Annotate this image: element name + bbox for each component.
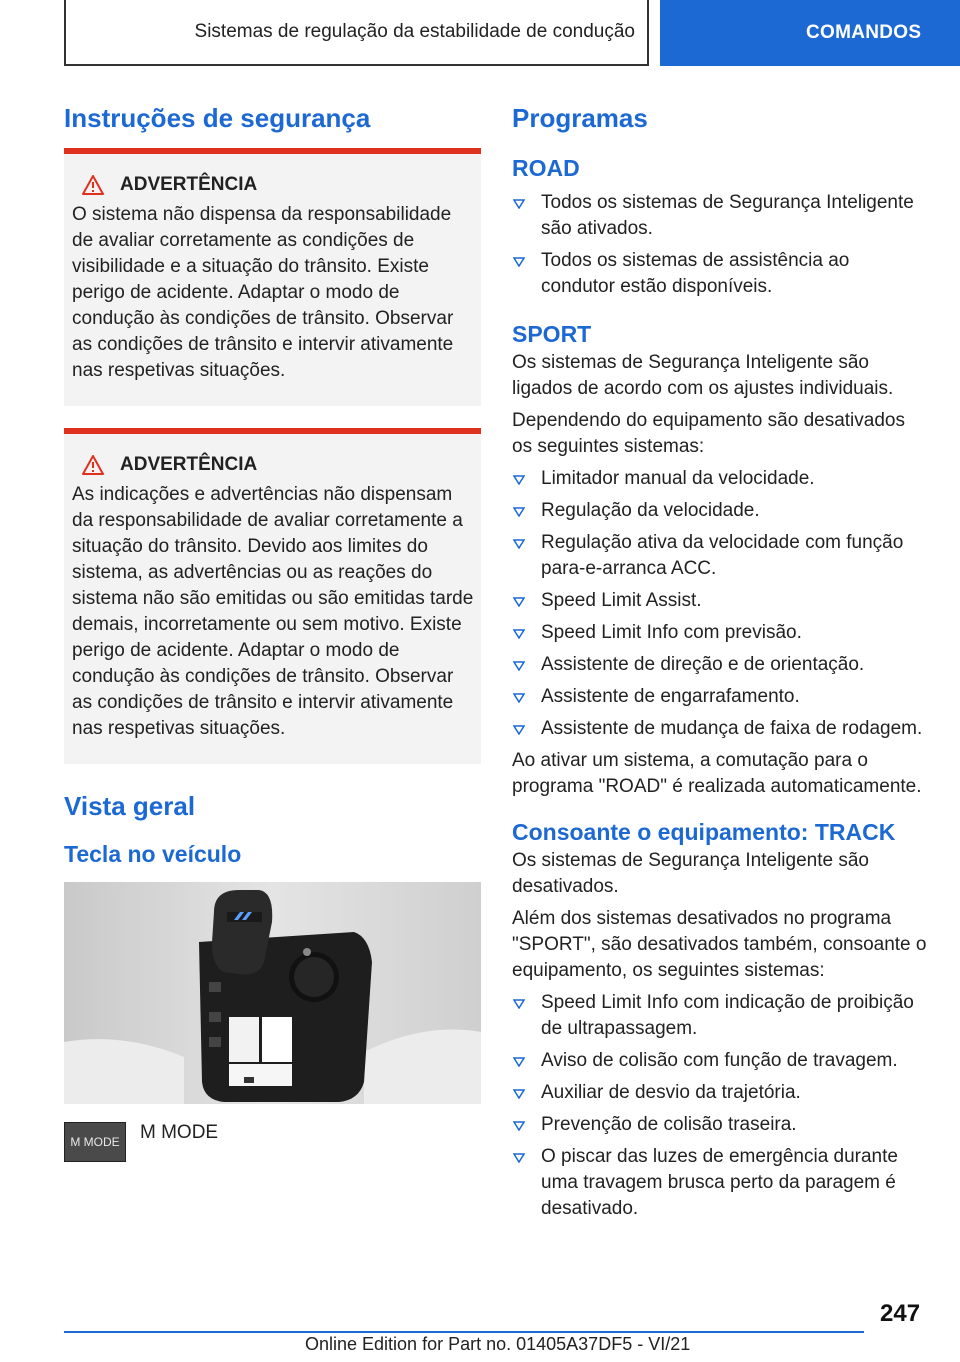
list-item-text: Speed Limit Info com previsão.	[541, 622, 802, 643]
sport-list	[512, 466, 927, 742]
left-column	[64, 98, 481, 1162]
list-item	[512, 1080, 927, 1106]
warning-title-2	[82, 452, 475, 478]
page-number: 247	[880, 1300, 921, 1327]
bullet-triangle-icon	[513, 693, 525, 703]
list-item-text: Aviso de colisão com função de travagem.	[541, 1050, 898, 1071]
list-item	[512, 716, 927, 742]
list-item-text: Regulação ativa da velocidade com função para-e-arranca ACC.	[541, 532, 904, 579]
bullet-triangle-icon	[513, 199, 525, 209]
bullet-triangle-icon	[513, 1121, 525, 1131]
warning-title-1	[82, 172, 475, 198]
warning-title-text-2: ADVERTÊNCIA	[120, 454, 258, 475]
header-category-text: COMANDOS	[806, 22, 922, 43]
track-paragraph-1: Os sistemas de Segurança Inteligente são desativados.	[512, 850, 869, 897]
footer-edition: Online Edition for Part no. 01405A37DF5 - VI/21	[305, 1334, 691, 1354]
list-item	[512, 530, 927, 582]
list-item-text: O piscar das luzes de emergência durante uma travagem brusca perto da paragem é desativado.	[541, 1146, 898, 1219]
list-item-text: Assistente de direção e de orientação.	[541, 654, 865, 675]
list-item-text: Assistente de mudança de faixa de rodagem.	[541, 718, 923, 739]
bullet-triangle-icon	[513, 661, 525, 671]
list-item-text: Auxiliar de desvio da trajetória.	[541, 1082, 801, 1103]
bullet-triangle-icon	[513, 597, 525, 607]
list-item-text: Todos os sistemas de assistência ao condutor estão disponíveis.	[541, 250, 850, 297]
list-item	[512, 498, 927, 524]
footer-divider	[64, 1331, 864, 1333]
road-list	[512, 190, 927, 300]
programs-heading: Programas	[512, 103, 648, 133]
bullet-triangle-icon	[513, 999, 525, 1009]
overview-heading: Vista geral	[64, 791, 196, 821]
warning-text-2: As indicações e advertências não dispensam da responsabilidade de avaliar corretamente a situação do trânsito. Devido aos limites do sistema, as advertências ou as reações do sistema não são emitidas ou são emitidas tarde demais, incorretamente ou sem motivo. Existe perigo de acidente. Adaptar o modo de condução às condições de trânsito. Observar as condições de trânsito e intervir ativamente nas respetivas situações.	[72, 484, 474, 739]
bullet-triangle-icon	[513, 539, 525, 549]
list-item	[512, 1144, 927, 1222]
track-list	[512, 990, 927, 1222]
list-item-text: Speed Limit Assist.	[541, 590, 702, 611]
sport-paragraph-1: Os sistemas de Segurança Inteligente são ligados de acordo com os ajustes individuais.	[512, 352, 894, 399]
list-item-text: Limitador manual da velocidade.	[541, 468, 815, 489]
track-paragraph-2: Além dos sistemas desativados no programa "SPORT", são desativados também, consoante o equipamento, os seguintes sistemas:	[512, 908, 927, 981]
list-item	[512, 652, 927, 678]
center-console-illustration	[64, 882, 481, 1104]
sport-paragraph-3: Ao ativar um sistema, a comutação para o programa "ROAD" é realizada automaticamente.	[512, 750, 922, 797]
mode-row	[64, 1122, 481, 1162]
m-mode-button-icon: M MODE	[64, 1122, 126, 1162]
warning-triangle-icon	[82, 175, 104, 195]
list-item	[512, 1048, 927, 1074]
road-heading: ROAD	[512, 155, 580, 181]
warning-box-1	[64, 148, 481, 406]
center-console-photo	[64, 882, 481, 1104]
list-item	[512, 588, 927, 614]
warning-title-text-1: ADVERTÊNCIA	[120, 174, 258, 195]
warning-box-2	[64, 428, 481, 764]
bullet-triangle-icon	[513, 1089, 525, 1099]
m-mode-label: M MODE	[140, 1122, 219, 1143]
sport-heading: SPORT	[512, 321, 592, 347]
safety-heading: Instruções de segurança	[64, 103, 371, 133]
list-item-text: Assistente de engarrafamento.	[541, 686, 800, 707]
list-item	[512, 248, 927, 300]
bullet-triangle-icon	[513, 507, 525, 517]
list-item-text: Prevenção de colisão traseira.	[541, 1114, 797, 1135]
list-item-text: Speed Limit Info com indicação de proibição de ultrapassagem.	[541, 992, 914, 1039]
list-item	[512, 190, 927, 242]
list-item	[512, 990, 927, 1042]
bullet-triangle-icon	[513, 725, 525, 735]
list-item	[512, 620, 927, 646]
button-heading: Tecla no veículo	[64, 841, 242, 867]
list-item-text: Regulação da velocidade.	[541, 500, 760, 521]
bullet-triangle-icon	[513, 1057, 525, 1067]
bullet-triangle-icon	[513, 629, 525, 639]
header-section-title	[64, 0, 649, 66]
list-item-text: Todos os sistemas de Segurança Inteligente são ativados.	[541, 192, 914, 239]
right-column	[512, 98, 927, 1228]
list-item	[512, 1112, 927, 1138]
list-item	[512, 466, 927, 492]
sport-paragraph-2: Dependendo do equipamento são desativados os seguintes sistemas:	[512, 410, 905, 457]
bullet-triangle-icon	[513, 257, 525, 267]
bullet-triangle-icon	[513, 475, 525, 485]
track-heading: Consoante o equipamento: TRACK	[512, 819, 896, 845]
header-section-title-text: Sistemas de regulação da estabilidade de condução	[194, 21, 635, 42]
list-item	[512, 684, 927, 710]
warning-text-1: O sistema não dispensa da responsabilidade de avaliar corretamente as condições de visibilidade e a situação do trânsito. Existe perigo de acidente. Adaptar o modo de condução às condições de trânsito. Observar as condições de trânsito e intervir ativamente nas respetivas situações.	[72, 204, 454, 381]
header-category-tab	[660, 0, 960, 66]
warning-triangle-icon	[82, 455, 104, 475]
bullet-triangle-icon	[513, 1153, 525, 1163]
